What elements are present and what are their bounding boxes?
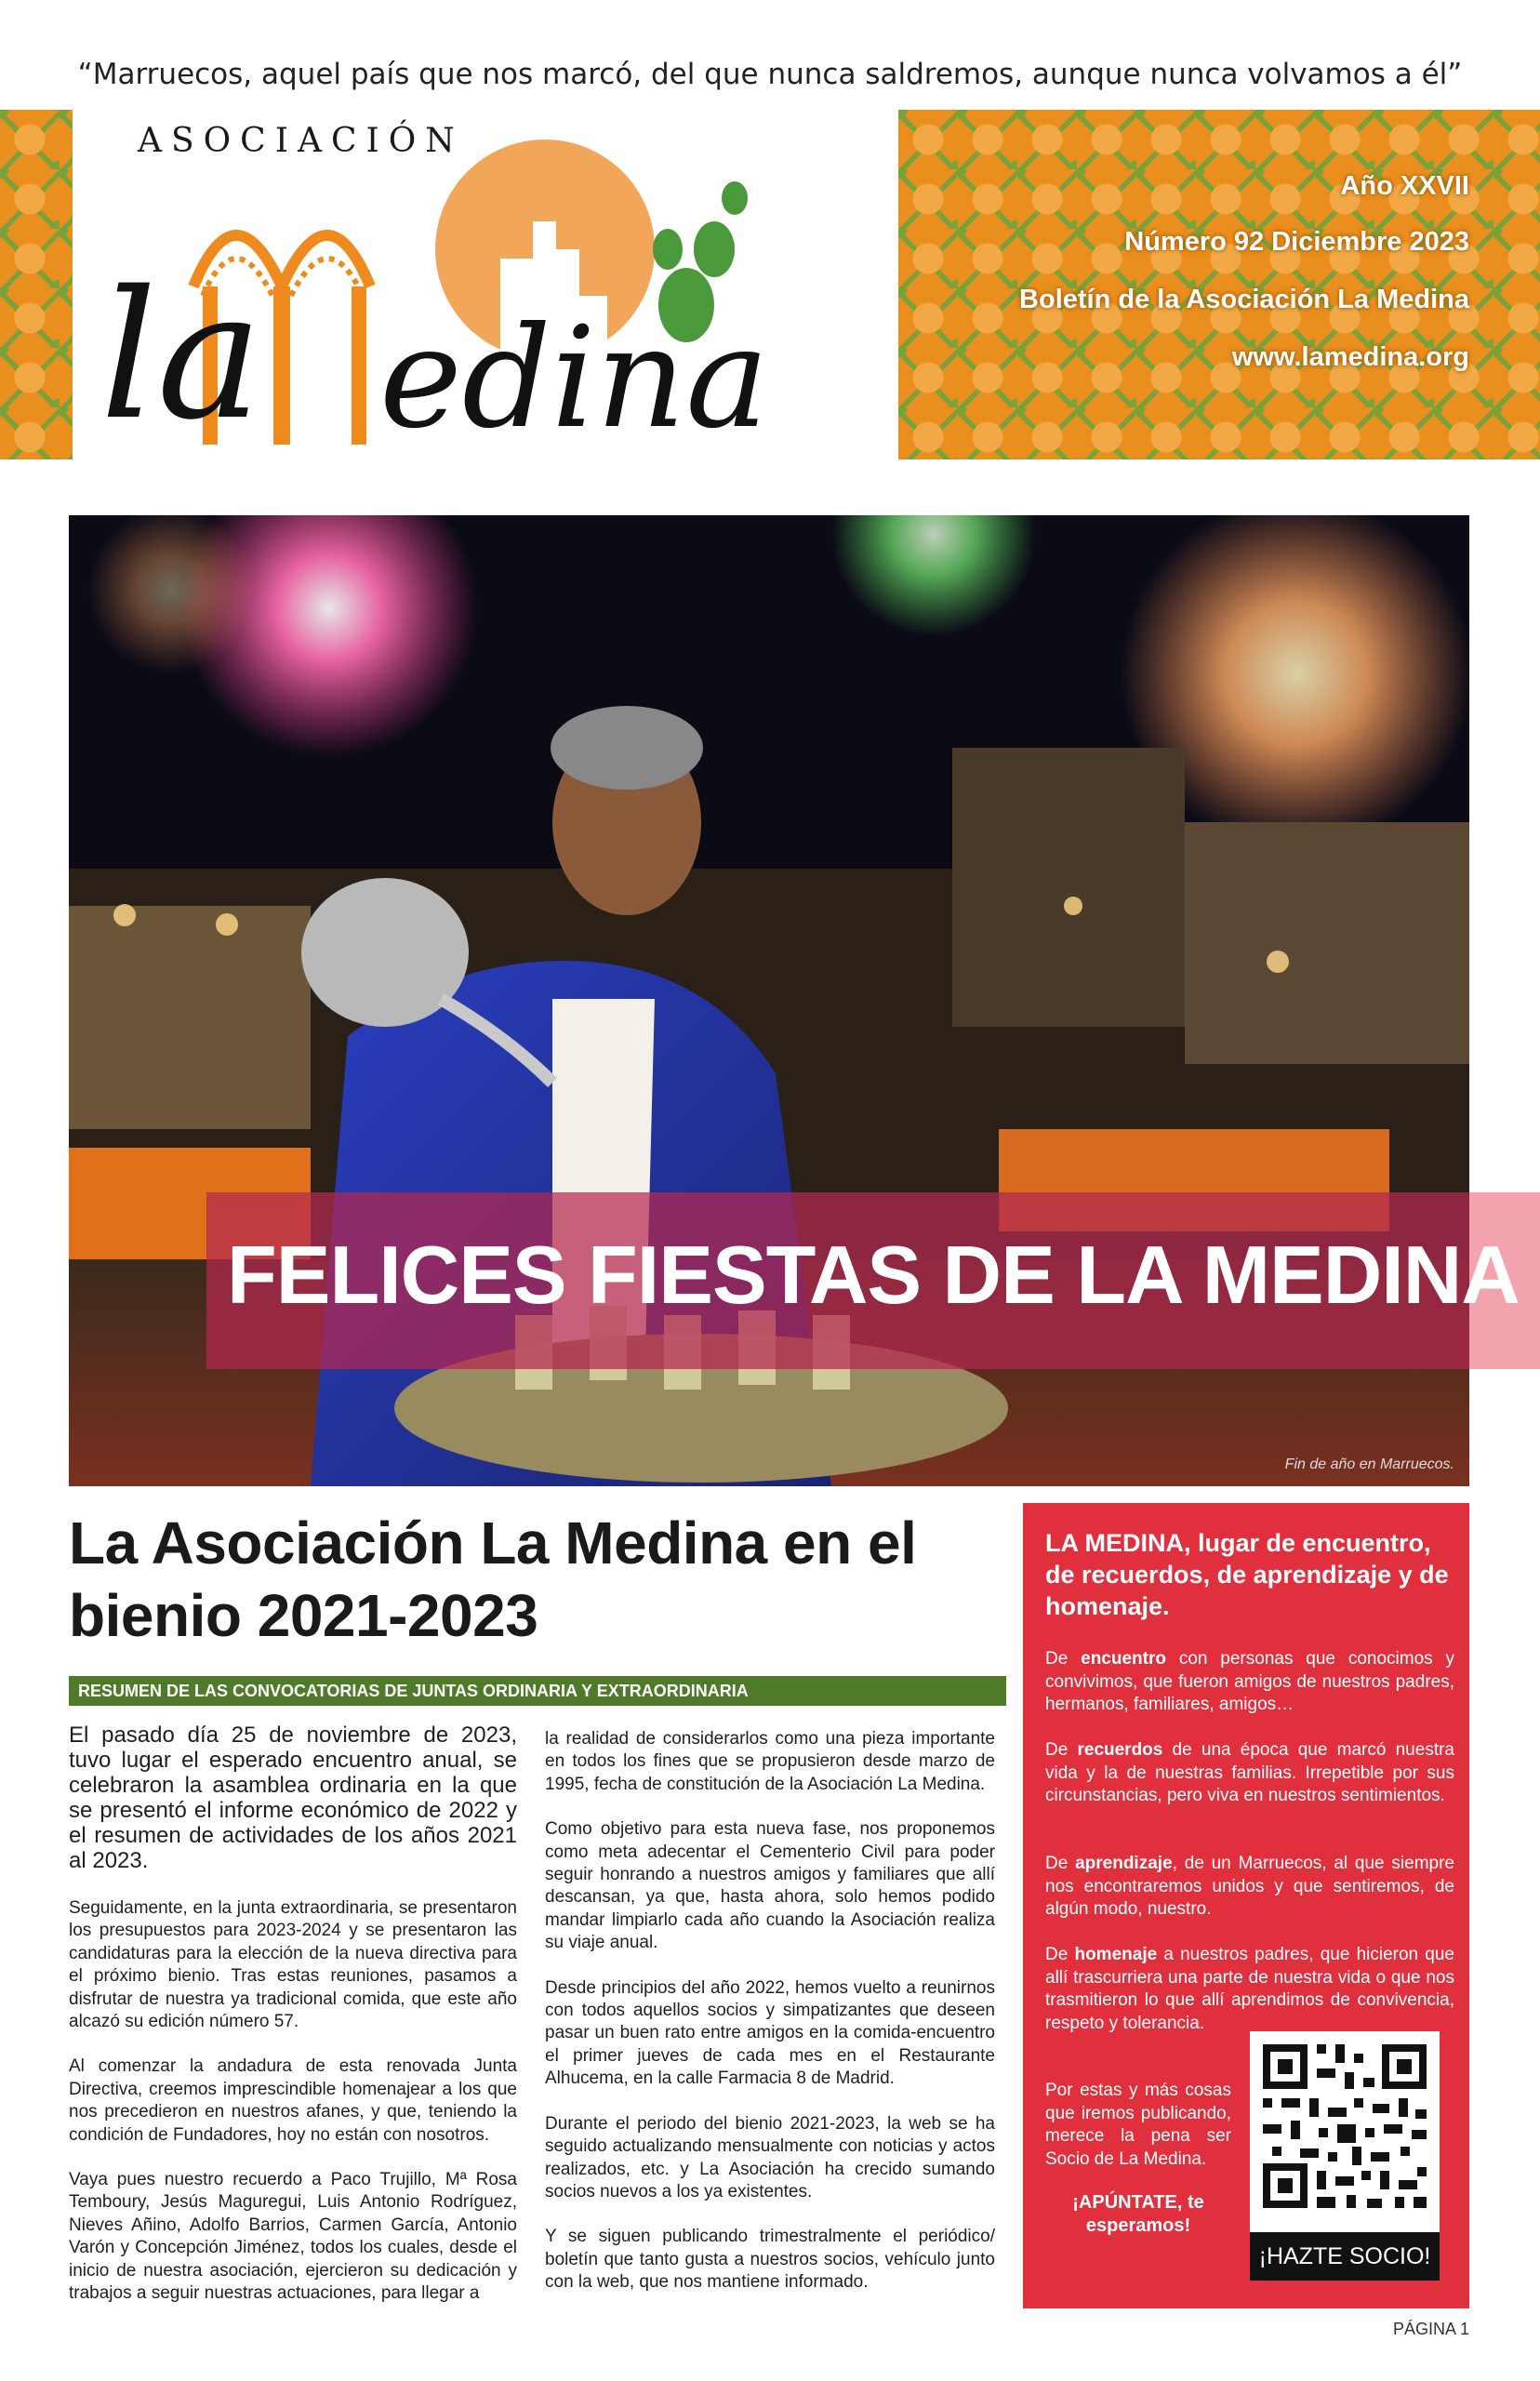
sidebar-title: LA MEDINA, lugar de encuentro, de recuerdos, de aprendizaje y de homenaje.	[1045, 1529, 1449, 1620]
page-number: PÁGINA 1	[1392, 2320, 1469, 2338]
article-paragraph: Y se siguen publicando trimestralmente el periódico/ boletín que tanto gusta a nuestros socios, vehículo junto con la web, que nos mantiene informado.	[545, 2227, 995, 2293]
article-paragraph: Desde principios del año 2022, hemos vuelto a reunirnos con todos aquellos socios y simpatizantes que deseen pasar un buen rato entre amigos en la comida-encuentro el primer jueves de cada mes en el Restaurante Alhucema, en la calle Farmacia 8 de Madrid.	[545, 1977, 995, 2089]
article-subheading: RESUMEN DE LAS CONVOCATORIAS DE JUNTAS ORDINARIA Y EXTRAORDINARIA	[69, 1676, 1006, 1706]
header-website-link[interactable]: www.lamedina.org	[1231, 342, 1469, 372]
header-issue: Número 92 Diciembre 2023	[1124, 227, 1469, 257]
svg-text:edina: edina	[379, 298, 769, 459]
article-paragraph: Al comenzar la andadura de esta renovada Junta Directiva, creemos imprescindible homenajear a los que nos precedieron en nuestros afanes, y que, teniendo la condición de Fundadores, hoy no están con nosotros.	[69, 2056, 517, 2145]
qr-label[interactable]: ¡HAZTE SOCIO!	[1250, 2232, 1440, 2281]
sidebar-paragraph-socio: Por estas y más cosas que iremos publicando, merece la pena ser Socio de La Medina.	[1045, 2081, 1231, 2169]
sidebar-cta[interactable]: ¡APÚNTATE, te esperamos!	[1072, 2192, 1204, 2236]
article-column-2	[545, 1728, 995, 2317]
hero-caption: Fin de año en Marruecos.	[1284, 1457, 1454, 1472]
header-quote: “Marruecos, aquel país que nos marcó, del que nunca saldremos, aunque nunca volvamos a él”	[77, 58, 1463, 91]
logo	[73, 110, 898, 459]
sidebar-paragraph-aprendizaje: De aprendizaje, de un Marruecos, al que siempre nos encontraremos unidos y que sentiremos, de algún modo, nuestro.	[1045, 1854, 1454, 1919]
svg-text:ASOCIACIÓN: ASOCIACIÓN	[138, 122, 464, 160]
article-paragraph: Como objetivo para esta nueva fase, nos proponemos como meta adecentar el Cementerio Civil para poder seguir honrando a nuestros amigos y familiares que allí descansan, ya que, hasta ahora, solo hemos podido mandar limpiarlo cada año cuando la Asociación realiza su viaje anual.	[545, 1819, 995, 1953]
header-pattern-left	[0, 110, 73, 459]
article-paragraph: Durante el periodo del bienio 2021-2023, la web se ha seguido actualizando mensualmente con noticias y actos realizados, etc. y La Asociación ha crecido sumando socios nuevos a los ya existentes.	[545, 2113, 995, 2201]
logo-graphic	[73, 110, 898, 459]
sidebar-paragraph-homenaje: De homenaje a nuestros padres, que hicieron que allí trascurriera una parte de nuestra vida o que nos trasmitieron lo que allí aprendimos de convivencia, respeto y tolerancia.	[1045, 1945, 1454, 2033]
article-lead: El pasado día 25 de noviembre de 2023, tuvo lugar el esperado encuentro anual, se celebraron la asamblea ordinaria en la que se presentó el informe económico de 2022 y el resumen de actividades de los años 2021 al 2023.	[69, 1723, 517, 1873]
article-paragraph: la realidad de considerarlos como una pieza importante en todos los fines que se propusieron desde marzo de 1995, fecha de constitución de la Asociación La Medina.	[545, 1729, 995, 1794]
article-paragraph: Seguidamente, en la junta extraordinaria, se presentaron los presupuestos para 2023-2024 y se presentaron las candidaturas para la elección de la nueva directiva para el próximo bienio. Tras estas reuniones, pasamos a disfrutar de nuestra ya tradicional comida, que este año alcazó su edición número 57.	[69, 1898, 517, 2032]
header-bulletin: Boletín de la Asociación La Medina	[1019, 285, 1469, 314]
qr-code-icon	[1250, 2031, 1440, 2232]
sidebar-paragraph-recuerdos: De recuerdos de una época que marcó nuestra vida y la de nuestras familias. Irrepetible por sus circunstancias, pero viva en nuestros sentimientos.	[1045, 1740, 1454, 1805]
svg-text:la: la	[100, 253, 263, 459]
article-title: La Asociación La Medina en el bienio 2021-2023	[69, 1510, 917, 1649]
article-paragraph: Vaya pues nuestro recuerdo a Paco Trujillo, Mª Rosa Temboury, Jesús Maguregui, Luis Antonio Rodríguez, Nieves Añino, Adolfo Barrios, Carmen García, Antonio Varón y Concepción Jiménez, todos los cuales, desde el inicio de nuestra asociación, ejercieron su dedicación y trabajos a seguir nuestras actuaciones, para llegar a	[69, 2170, 517, 2304]
header-year: Año XXVII	[1340, 171, 1469, 201]
hero-banner-text: FELICES FIESTAS DE LA MEDINA	[227, 1229, 1520, 1321]
article-column-1	[69, 1723, 517, 2328]
sidebar-paragraph-encuentro: De encuentro con personas que conocimos y convivimos, que fueron amigos de nuestros padres, hermanos, familiares, amigos…	[1045, 1649, 1454, 1714]
